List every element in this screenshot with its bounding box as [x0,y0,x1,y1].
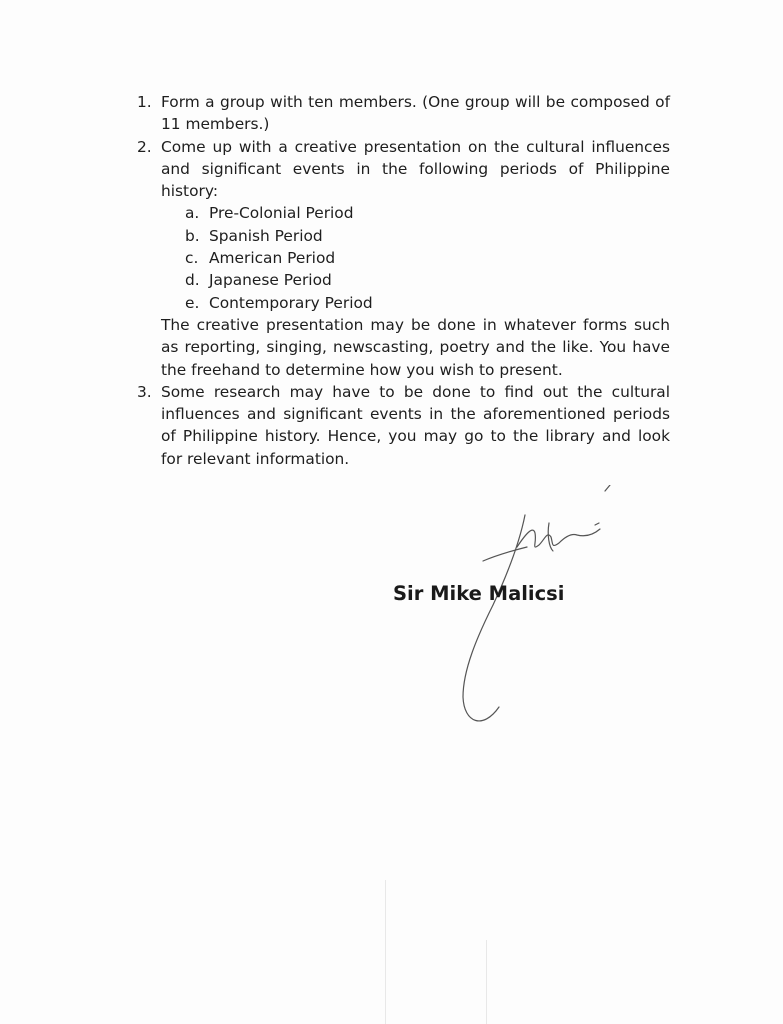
scan-artifact-line [385,880,386,1024]
handwritten-signature [455,485,625,735]
period-sublist [161,202,670,313]
period-name: Japanese Period [209,271,332,290]
signer-name: Sir Mike Malicsi [393,582,565,605]
list-item [137,91,670,136]
sub-letter: d. [185,271,200,290]
item-text: Form a group with ten members. (One group will be composed of 11 members.) [161,93,670,134]
sublist-item [185,247,670,269]
period-name: Spanish Period [209,226,323,245]
sub-letter: b. [185,226,200,245]
sublist-item [185,202,670,224]
period-name: Pre-Colonial Period [209,204,354,223]
item-text: Some research may have to be done to find out the cultural influences and significant events in the aforementioned periods of Philippine history. Hence, you may go to the library and look for relevant information. [161,382,670,468]
signature-stroke [595,523,599,525]
sublist-item [185,269,670,291]
period-name: American Period [209,249,336,268]
sublist-item [185,225,670,247]
signature-stroke [517,529,600,547]
scan-artifact-line [486,940,487,1024]
instruction-list [137,91,670,470]
signature-stroke [605,485,610,491]
sub-letter: c. [185,249,199,268]
sublist-item [185,292,670,314]
item-number: 3. [137,382,152,401]
item-number: 2. [137,137,152,156]
item-followup-text: The creative presentation may be done in whatever forms such as reporting, singing, newscasting, poetry and the like. You have the freehand to determine how you wish to present. [161,315,670,379]
signature-stroke [463,515,525,721]
list-item [137,136,670,381]
sub-letter: a. [185,204,200,223]
item-number: 1. [137,93,152,111]
sub-letter: e. [185,293,200,312]
signature-stroke [483,547,527,561]
period-name: Contemporary Period [209,293,373,312]
item-text: Come up with a creative presentation on the cultural influences and significant events in the following periods of Philippine history: [161,137,670,201]
instruction-list-container [137,91,670,470]
list-item [137,381,670,470]
